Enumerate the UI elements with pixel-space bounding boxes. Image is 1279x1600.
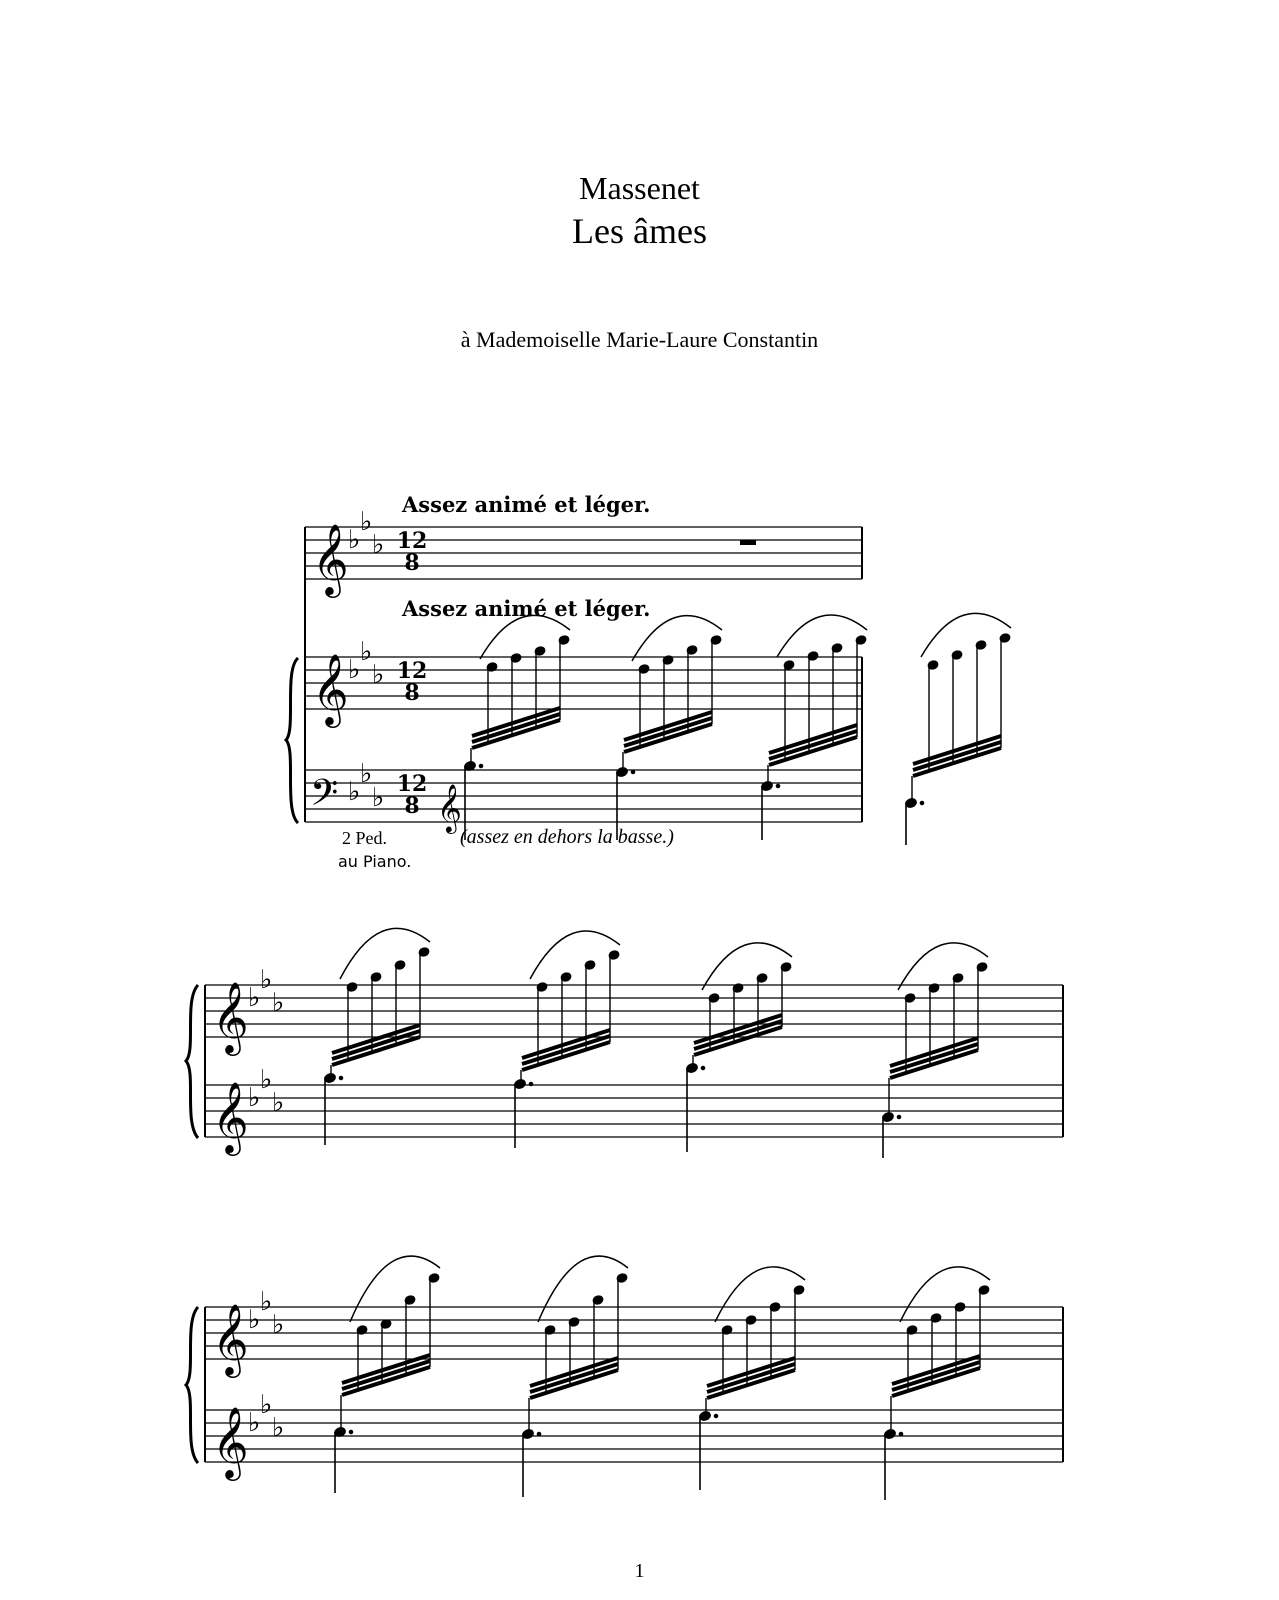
expression-marking: (assez en dehors la basse.) bbox=[460, 826, 674, 848]
beam bbox=[913, 736, 1001, 764]
brace-2 bbox=[186, 985, 198, 1138]
piano-treble-staff-1 bbox=[305, 657, 862, 709]
beam bbox=[472, 714, 560, 742]
beam bbox=[769, 725, 857, 753]
piano-bass-staff-3 bbox=[205, 1410, 1063, 1462]
brace-1 bbox=[286, 658, 298, 823]
beam bbox=[890, 1050, 978, 1078]
beam bbox=[707, 1364, 795, 1392]
dot bbox=[897, 1115, 901, 1119]
piano-bass-staff-1 bbox=[305, 770, 862, 822]
time-sig-denominator: 8 bbox=[404, 680, 420, 706]
dot bbox=[631, 770, 635, 774]
tempo-marking-voice: Assez animé et léger. bbox=[402, 492, 651, 517]
dot bbox=[899, 1432, 903, 1436]
bass-clef-icon: 𝄢 bbox=[310, 772, 339, 823]
svg-text:♭: ♭ bbox=[248, 1305, 261, 1335]
beam bbox=[530, 1370, 618, 1398]
beam bbox=[890, 1044, 978, 1072]
pedal-marking: 2 Ped. bbox=[342, 828, 387, 848]
dot bbox=[701, 1066, 705, 1070]
beam bbox=[624, 724, 712, 752]
svg-text:♭: ♭ bbox=[360, 759, 373, 789]
svg-text:♭: ♭ bbox=[360, 637, 373, 667]
dot bbox=[349, 1430, 353, 1434]
beam bbox=[707, 1370, 795, 1398]
svg-text:♭: ♭ bbox=[260, 1065, 273, 1095]
piano-bass-staff-2 bbox=[205, 1085, 1063, 1137]
piece-title: Les âmes bbox=[572, 211, 707, 251]
dot bbox=[339, 1076, 343, 1080]
arpeggio-figures bbox=[323, 613, 1011, 1500]
beam bbox=[769, 737, 857, 765]
beam bbox=[332, 1037, 420, 1065]
beam bbox=[624, 718, 712, 746]
dot bbox=[529, 1082, 533, 1086]
beam bbox=[913, 742, 1001, 770]
dot bbox=[537, 1432, 541, 1436]
beam bbox=[342, 1367, 430, 1395]
slur bbox=[480, 615, 570, 659]
slur bbox=[632, 616, 722, 661]
svg-text:♭: ♭ bbox=[348, 655, 361, 685]
slur bbox=[921, 613, 1011, 657]
svg-text:♭: ♭ bbox=[272, 1413, 285, 1443]
beam bbox=[892, 1368, 980, 1396]
slur bbox=[900, 1267, 990, 1322]
voice-staff bbox=[305, 527, 862, 579]
treble-clef-icon: 𝄞 bbox=[312, 522, 349, 595]
beam bbox=[522, 1042, 610, 1070]
svg-text:♭: ♭ bbox=[348, 777, 361, 807]
svg-text:♭: ♭ bbox=[360, 507, 373, 537]
whole-rest bbox=[740, 540, 756, 545]
treble-clef-icon: 𝄞 bbox=[312, 652, 349, 725]
svg-text:♭: ♭ bbox=[260, 1287, 273, 1317]
beam bbox=[694, 1015, 782, 1043]
dot bbox=[479, 764, 483, 768]
svg-text:♭: ♭ bbox=[248, 1083, 261, 1113]
svg-text:♭: ♭ bbox=[348, 525, 361, 555]
beam bbox=[332, 1025, 420, 1053]
beam bbox=[332, 1031, 420, 1059]
svg-text:♭: ♭ bbox=[272, 1088, 285, 1118]
slur bbox=[340, 928, 430, 979]
svg-text:♭: ♭ bbox=[248, 983, 261, 1013]
treble-clef-icon: 𝄞 bbox=[437, 783, 462, 832]
brace-3 bbox=[186, 1307, 198, 1463]
dot bbox=[920, 801, 924, 805]
beam bbox=[522, 1036, 610, 1064]
treble-clef-icon: 𝄞 bbox=[212, 1405, 249, 1478]
svg-text:♭: ♭ bbox=[372, 660, 385, 690]
time-sig-denominator: 8 bbox=[404, 550, 420, 576]
svg-text:♭: ♭ bbox=[260, 1390, 273, 1420]
slur bbox=[898, 943, 988, 990]
slur bbox=[530, 931, 620, 979]
dot bbox=[714, 1414, 718, 1418]
treble-clef-icon: 𝄞 bbox=[212, 980, 249, 1053]
beam bbox=[892, 1356, 980, 1384]
beam bbox=[472, 708, 560, 736]
svg-text:♭: ♭ bbox=[372, 783, 385, 813]
slur bbox=[777, 615, 867, 657]
beam bbox=[530, 1364, 618, 1392]
time-sig-denominator: 8 bbox=[404, 793, 420, 819]
page-number: 1 bbox=[634, 1560, 645, 1582]
dot bbox=[776, 784, 780, 788]
instrument-note: au Piano. bbox=[338, 852, 412, 871]
svg-text:♭: ♭ bbox=[272, 988, 285, 1018]
beam bbox=[342, 1361, 430, 1389]
treble-clef-icon: 𝄞 bbox=[212, 1302, 249, 1375]
slur bbox=[350, 1256, 440, 1322]
beam bbox=[707, 1358, 795, 1386]
key-signature-flats bbox=[248, 507, 384, 1443]
beam bbox=[769, 731, 857, 759]
tempo-marking-piano: Assez animé et léger. bbox=[402, 596, 651, 621]
treble-clef-icon: 𝄞 bbox=[212, 1080, 249, 1153]
time-sig-numerator: 12 bbox=[396, 771, 428, 797]
svg-text:♭: ♭ bbox=[372, 530, 385, 560]
beam bbox=[624, 712, 712, 740]
beam bbox=[694, 1027, 782, 1055]
piano-treble-staff-2 bbox=[205, 985, 1063, 1037]
beam bbox=[890, 1038, 978, 1066]
time-sig-numerator: 12 bbox=[396, 658, 428, 684]
slur bbox=[715, 1267, 805, 1322]
beam bbox=[913, 748, 1001, 776]
svg-text:♭: ♭ bbox=[260, 965, 273, 995]
svg-text:♭: ♭ bbox=[248, 1408, 261, 1438]
time-sig-numerator: 12 bbox=[396, 528, 428, 554]
dedication: à Mademoiselle Marie-Laure Constantin bbox=[460, 327, 819, 352]
beam bbox=[530, 1358, 618, 1386]
beam bbox=[472, 720, 560, 748]
slur bbox=[702, 943, 792, 990]
beam bbox=[892, 1362, 980, 1390]
beam bbox=[522, 1030, 610, 1058]
svg-text:♭: ♭ bbox=[272, 1310, 285, 1340]
beam bbox=[694, 1021, 782, 1049]
composer-name: Massenet bbox=[579, 170, 700, 206]
slur bbox=[538, 1256, 628, 1322]
